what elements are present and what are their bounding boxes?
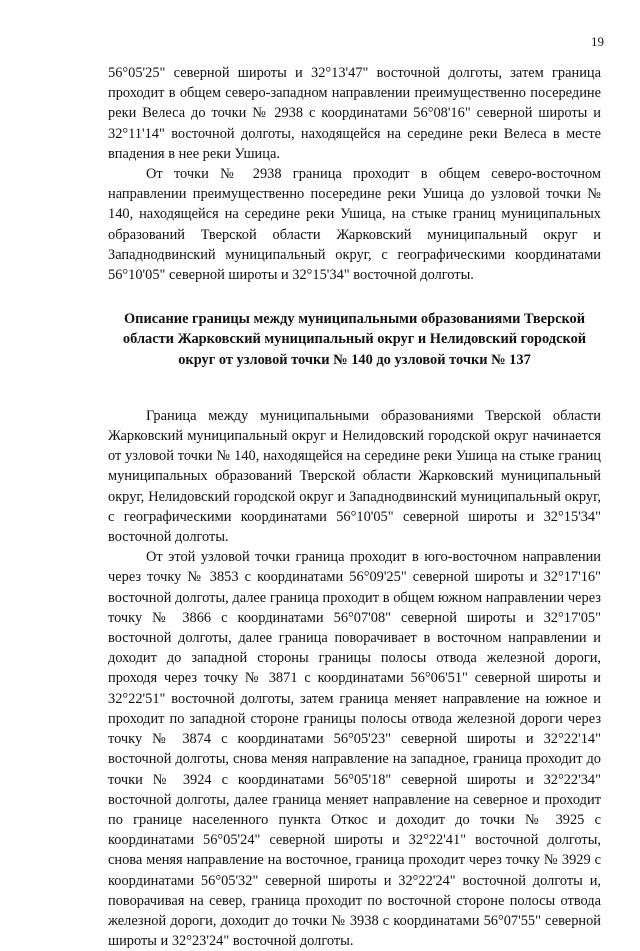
document-body [108,63,601,951]
paragraph: От этой узловой точки граница проходит в юго-восточном направлении через точку № 3853 с координатами 56°09'25" северной широты и 32°17'16" восточной долготы, далее граница проходит в общем южном направлении через точку № 3866 с координатами 56°07'08" северной широты и 32°17'05" восточной долготы, далее граница поворачивает в восточном направлении и доходит до западной стороны границы полосы отвода железной дороги, проходя через точку № 3871 с координатами 56°06'51" северной широты и 32°22'51" восточной долготы, затем граница меняет направление на южное и проходит по западной стороне границы полосы отвода железной дороги через точку № 3874 с координатами 56°05'23" северной широты и 32°22'14" восточной долготы, снова меняя направление на западное, граница проходит до точки № 3924 с координатами 56°05'18" северной широты и 32°22'34" восточной долготы, далее граница меняет направление на северное и проходит по границе населенного пункта Откос и доходит до точки № 3925 с координатами 56°05'24" северной широты и 32°22'41" восточной долготы, снова меняя направление на восточное, граница проходит через точку № 3929 с координатами 56°05'32" северной широты и 32°22'24" восточной долготы и, поворачивая на север, граница проходит по восточной стороне полосы отвода железной дороги, доходит до точки № 3938 с координатами 56°07'55" северной широты и 32°23'24" восточной долготы. [108,549,601,950]
page-number: 19 [591,34,604,49]
paragraph-continuation: 56°05'25" северной широты и 32°13'47" восточной долготы, затем граница проходит в общем северо-западном направлении преимущественно посередине реки Велеса до точки № 2938 с координатами 56°08'16" северной широты и 32°11'14" восточной долготы, находящейся на середине реки Велеса в месте впадения в нее реки Ушица. [108,65,601,162]
spacer [108,370,601,406]
section-heading: Описание границы между муниципальными образованиями Тверской области Жарковский муниципальный округ и Нелидовский городской округ от узловой точки № 140 до узловой точки № 137 [122,311,587,368]
paragraph: От точки № 2938 граница проходит в общем северо-восточном направлении преимущественно посередине реки Ушица до узловой точки № 140, находящейся на середине реки Ушица, на стыке границ муниципальных образований Тверской области Жарковский муниципальный округ и Западнодвинский муниципальный округ, с географическими координатами 56°10'05" северной широты и 32°15'34" восточной долготы. [108,166,601,284]
paragraph: Граница между муниципальными образованиями Тверской области Жарковский муниципальный округ и Нелидовский городской округ начинается от узловой точки № 140, находящейся на середине реки Ушица на стыке границ муниципальных образований Тверской области Жарковский муниципальный округ, Нелидовский городской округ и Западнодвинский муниципальный округ, с географическими координатами 56°10'05" северной широты и 32°15'34" восточной долготы. [108,407,601,546]
